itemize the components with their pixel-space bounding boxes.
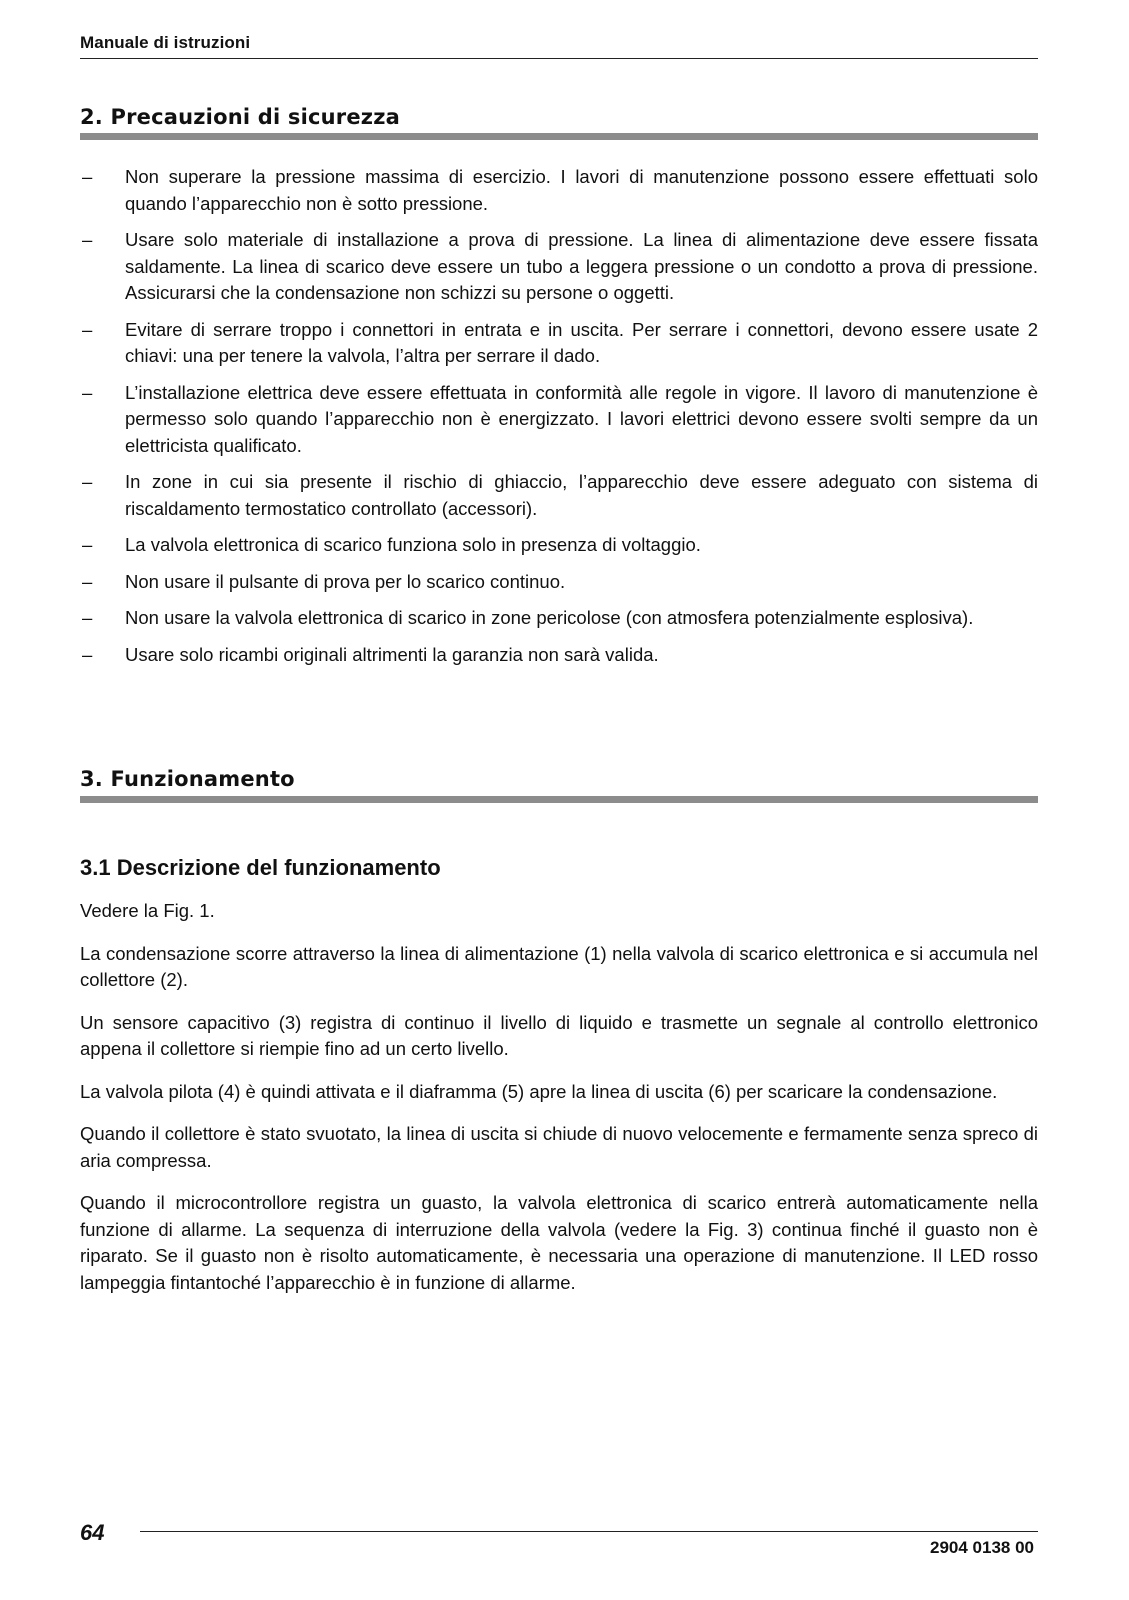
page-number: 64 <box>80 1520 105 1545</box>
list-item <box>80 642 1038 669</box>
list-item-text: Non superare la pressione massima di esercizio. I lavori di manutenzione possono essere effettuati solo quando l’apparecchio non è sotto pressione. <box>125 166 1038 214</box>
dash-marker: – <box>82 318 93 340</box>
section-heading-operation: 3. Funzionamento <box>80 767 295 791</box>
list-item <box>80 532 1038 559</box>
paragraph: Vedere la Fig. 1. <box>80 900 215 921</box>
paragraph: Quando il microcontrollore registra un guasto, la valvola elettronica di scarico entrerà automaticamente nella funzione di allarme. La sequenza di interruzione della valvola (vedere la Fig. 3) continua finché il guasto non è riparato. Se il guasto non è risolto automaticamente, è necessaria una operazione di manutenzione. Il LED rosso lampeggia fintantoché l’apparecchio è in funzione di allarme. <box>80 1192 1038 1293</box>
list-item-text: In zone in cui sia presente il rischio di ghiaccio, l’apparecchio deve essere adeguato con sistema di riscaldamento termostatico controllato (accessori). <box>125 471 1038 519</box>
manual-page <box>80 0 1038 1600</box>
list-item-text: La valvola elettronica di scarico funziona solo in presenza di voltaggio. <box>125 534 701 555</box>
list-item-text: Evitare di serrare troppo i connettori in entrata e in uscita. Per serrare i connettori, devono essere usate 2 chiavi: una per tenere la valvola, l’altra per serrare il dado. <box>125 318 1038 366</box>
list-item <box>80 469 1038 522</box>
list-item <box>80 317 1038 370</box>
dash-marker: – <box>82 229 93 250</box>
section-rule-operation <box>80 796 1038 803</box>
list-item-text: Usare solo ricambi originali altrimenti la garanzia non sarà valida. <box>125 643 659 665</box>
list-item <box>80 605 1038 632</box>
list-item <box>80 380 1038 460</box>
footer-rule <box>140 1531 1038 1532</box>
dash-marker: – <box>82 607 93 628</box>
section-rule-safety <box>80 133 1038 140</box>
dash-marker: – <box>82 643 93 665</box>
document-code: 2904 0138 00 <box>930 1538 1034 1557</box>
dash-marker: – <box>82 570 93 592</box>
list-item-text: L’installazione elettrica deve essere effettuata in conformità alle regole in vigore. Il lavoro di manutenzione è permesso solo quando l’apparecchio non è energizzato. I lavori elettrici devono essere svolti sempre da un elettricista qualificato. <box>125 381 1038 456</box>
paragraph: Quando il collettore è stato svuotato, la linea di uscita si chiude di nuovo velocemente e fermamente senza spreco di aria compressa. <box>80 1123 1038 1171</box>
list-item-text: Non usare il pulsante di prova per lo scarico continuo. <box>125 570 566 592</box>
list-item <box>80 164 1038 217</box>
list-item-text: Usare solo materiale di installazione a prova di pressione. La linea di alimentazione deve essere fissata saldamente. La linea di scarico deve essere un tubo a leggera pressione o un condotto a prova di pressione. Assicurarsi che la condensazione non schizzi su persone o oggetti. <box>125 229 1038 303</box>
dash-marker: – <box>82 534 93 555</box>
section-heading-safety: 2. Precauzioni di sicurezza <box>80 105 401 129</box>
operation-description <box>80 898 1038 1312</box>
list-item-text: Non usare la valvola elettronica di scarico in zone pericolose (con atmosfera potenzialmente esplosiva). <box>125 607 974 628</box>
list-item <box>80 569 1038 596</box>
paragraph: La valvola pilota (4) è quindi attivata e il diaframma (5) apre la linea di uscita (6) per scaricare la condensazione. <box>80 1080 998 1102</box>
subsection-heading: 3.1 Descrizione del funzionamento <box>80 855 441 880</box>
dash-marker: – <box>82 166 93 187</box>
header-rule <box>80 58 1038 59</box>
dash-marker: – <box>82 471 93 492</box>
running-header: Manuale di istruzioni <box>80 33 251 52</box>
paragraph: La condensazione scorre attraverso la linea di alimentazione (1) nella valvola di scarico elettronica e si accumula nel collettore (2). <box>80 942 1038 990</box>
list-item <box>80 227 1038 307</box>
paragraph: Un sensore capacitivo (3) registra di continuo il livello di liquido e trasmette un segnale al controllo elettronico appena il collettore si riempie fino ad un certo livello. <box>80 1011 1038 1059</box>
dash-marker: – <box>82 381 93 403</box>
safety-list <box>80 164 1038 678</box>
